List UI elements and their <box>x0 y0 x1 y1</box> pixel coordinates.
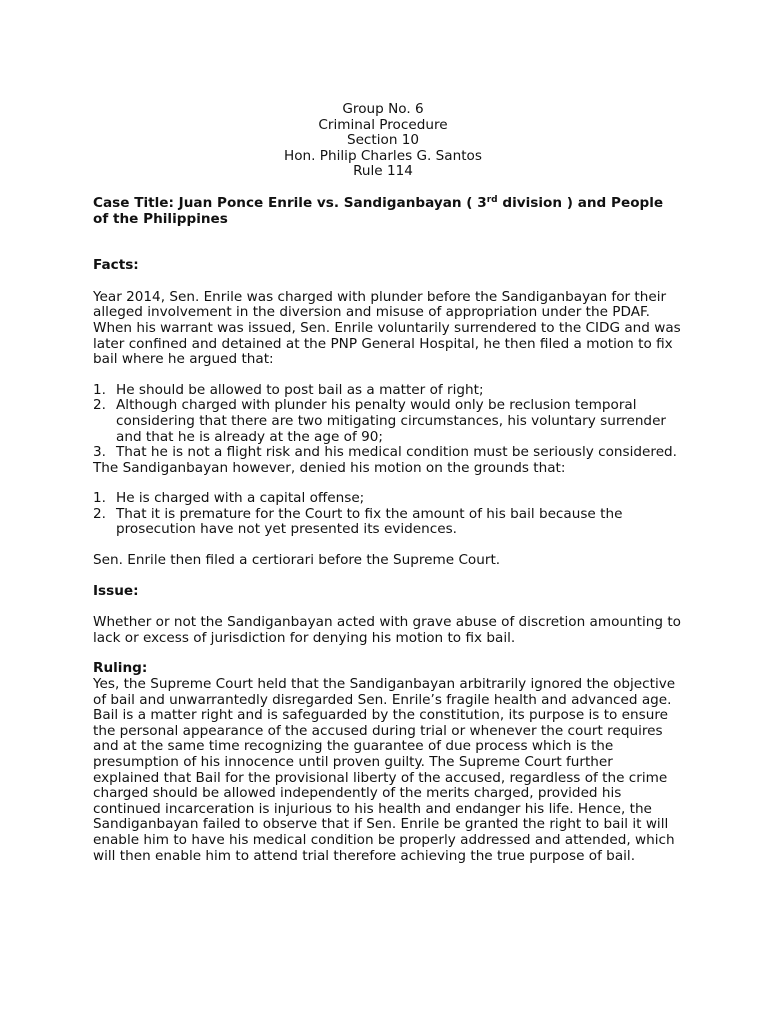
list-text: That he is not a flight risk and his medical condition must be seriously considered. <box>116 444 678 461</box>
arguments-list <box>93 383 683 461</box>
facts-heading: Facts: <box>93 257 139 274</box>
list-number: 2. <box>93 397 106 414</box>
group-number: Group No. 6 <box>342 101 424 117</box>
list-item <box>93 383 683 399</box>
list-text: He should be allowed to post bail as a matter of right; <box>116 381 484 398</box>
list-item <box>93 445 683 461</box>
certiorari-paragraph: Sen. Enrile then filed a certiorari before the Supreme Court. <box>93 552 501 569</box>
list-item <box>93 398 683 445</box>
instructor-name: Hon. Philip Charles G. Santos <box>284 147 482 164</box>
case-title-suffix: division ) and People of the Philippines <box>93 194 664 227</box>
document-page <box>93 102 683 864</box>
list-text: That it is premature for the Court to fix the amount of his bail because the prosecution have not yet presented its evidences. <box>116 505 623 538</box>
ruling-paragraph: Yes, the Supreme Court held that the Sandiganbayan arbitrarily ignored the objective of bail and unwarrantedly disregarded Sen. Enrile’s fragile health and advanced age. Bail is a matter right and is safeguarded by the constitution, its purpose is to ensure the personal appearance of the accused during trial or whenever the court requires and at the same time recognizing the guarantee of due process which is the presumption of his innocence until proven guilty. The Supreme Court further explained that Bail for the provisional liberty of the accused, regardless of the crime charged should be allowed independently of the merits charged, provided his continued incarceration is injurious to his health and endanger his life. Hence, the Sandiganbayan failed to observe that if Sen. Enrile be granted the right to bail it will enable him to have his medical condition be properly addressed and attended, which will then enable him to attend trial therefore achieving the true purpose of bail. <box>93 676 676 864</box>
list-number: 2. <box>93 505 106 522</box>
section-number: Section 10 <box>346 132 420 149</box>
list-number: 3. <box>93 444 106 461</box>
rule-number: Rule 114 <box>353 163 413 180</box>
case-title-superscript: rd <box>486 194 498 205</box>
facts-paragraph: Year 2014, Sen. Enrile was charged with plunder before the Sandiganbayan for their alleged involvement in the diversion and misuse of appropriation under the PDAF. When his warrant was issued, Sen. Enrile voluntarily surrendered to the CIDG and was later confined and detained at the PNP General Hospital, he then filed a motion to fix bail where he argued that: <box>93 288 681 368</box>
denial-paragraph: The Sandiganbayan however, denied his motion on the grounds that: <box>93 459 566 476</box>
issue-paragraph: Whether or not the Sandiganbayan acted with grave abuse of discretion amounting to lack or excess of jurisdiction for denying his motion to fix bail. <box>93 614 681 646</box>
issue-heading: Issue: <box>93 582 139 599</box>
list-number: 1. <box>93 381 106 398</box>
list-item <box>93 491 683 507</box>
list-text: He is charged with a capital offense; <box>116 490 365 507</box>
case-title-prefix: Case Title: Juan Ponce Enrile vs. Sandiganbayan ( 3 <box>93 194 487 211</box>
list-number: 1. <box>93 490 106 507</box>
grounds-list <box>93 491 683 538</box>
document-header <box>83 102 683 180</box>
ruling-heading: Ruling: <box>93 660 148 677</box>
case-title <box>93 196 683 227</box>
course-name: Criminal Procedure <box>318 116 448 133</box>
list-item <box>93 507 683 538</box>
list-text: Although charged with plunder his penalty would only be reclusion temporal considering that there are two mitigating circumstances, his voluntary surrender and that he is already at the age of 90; <box>116 397 667 445</box>
